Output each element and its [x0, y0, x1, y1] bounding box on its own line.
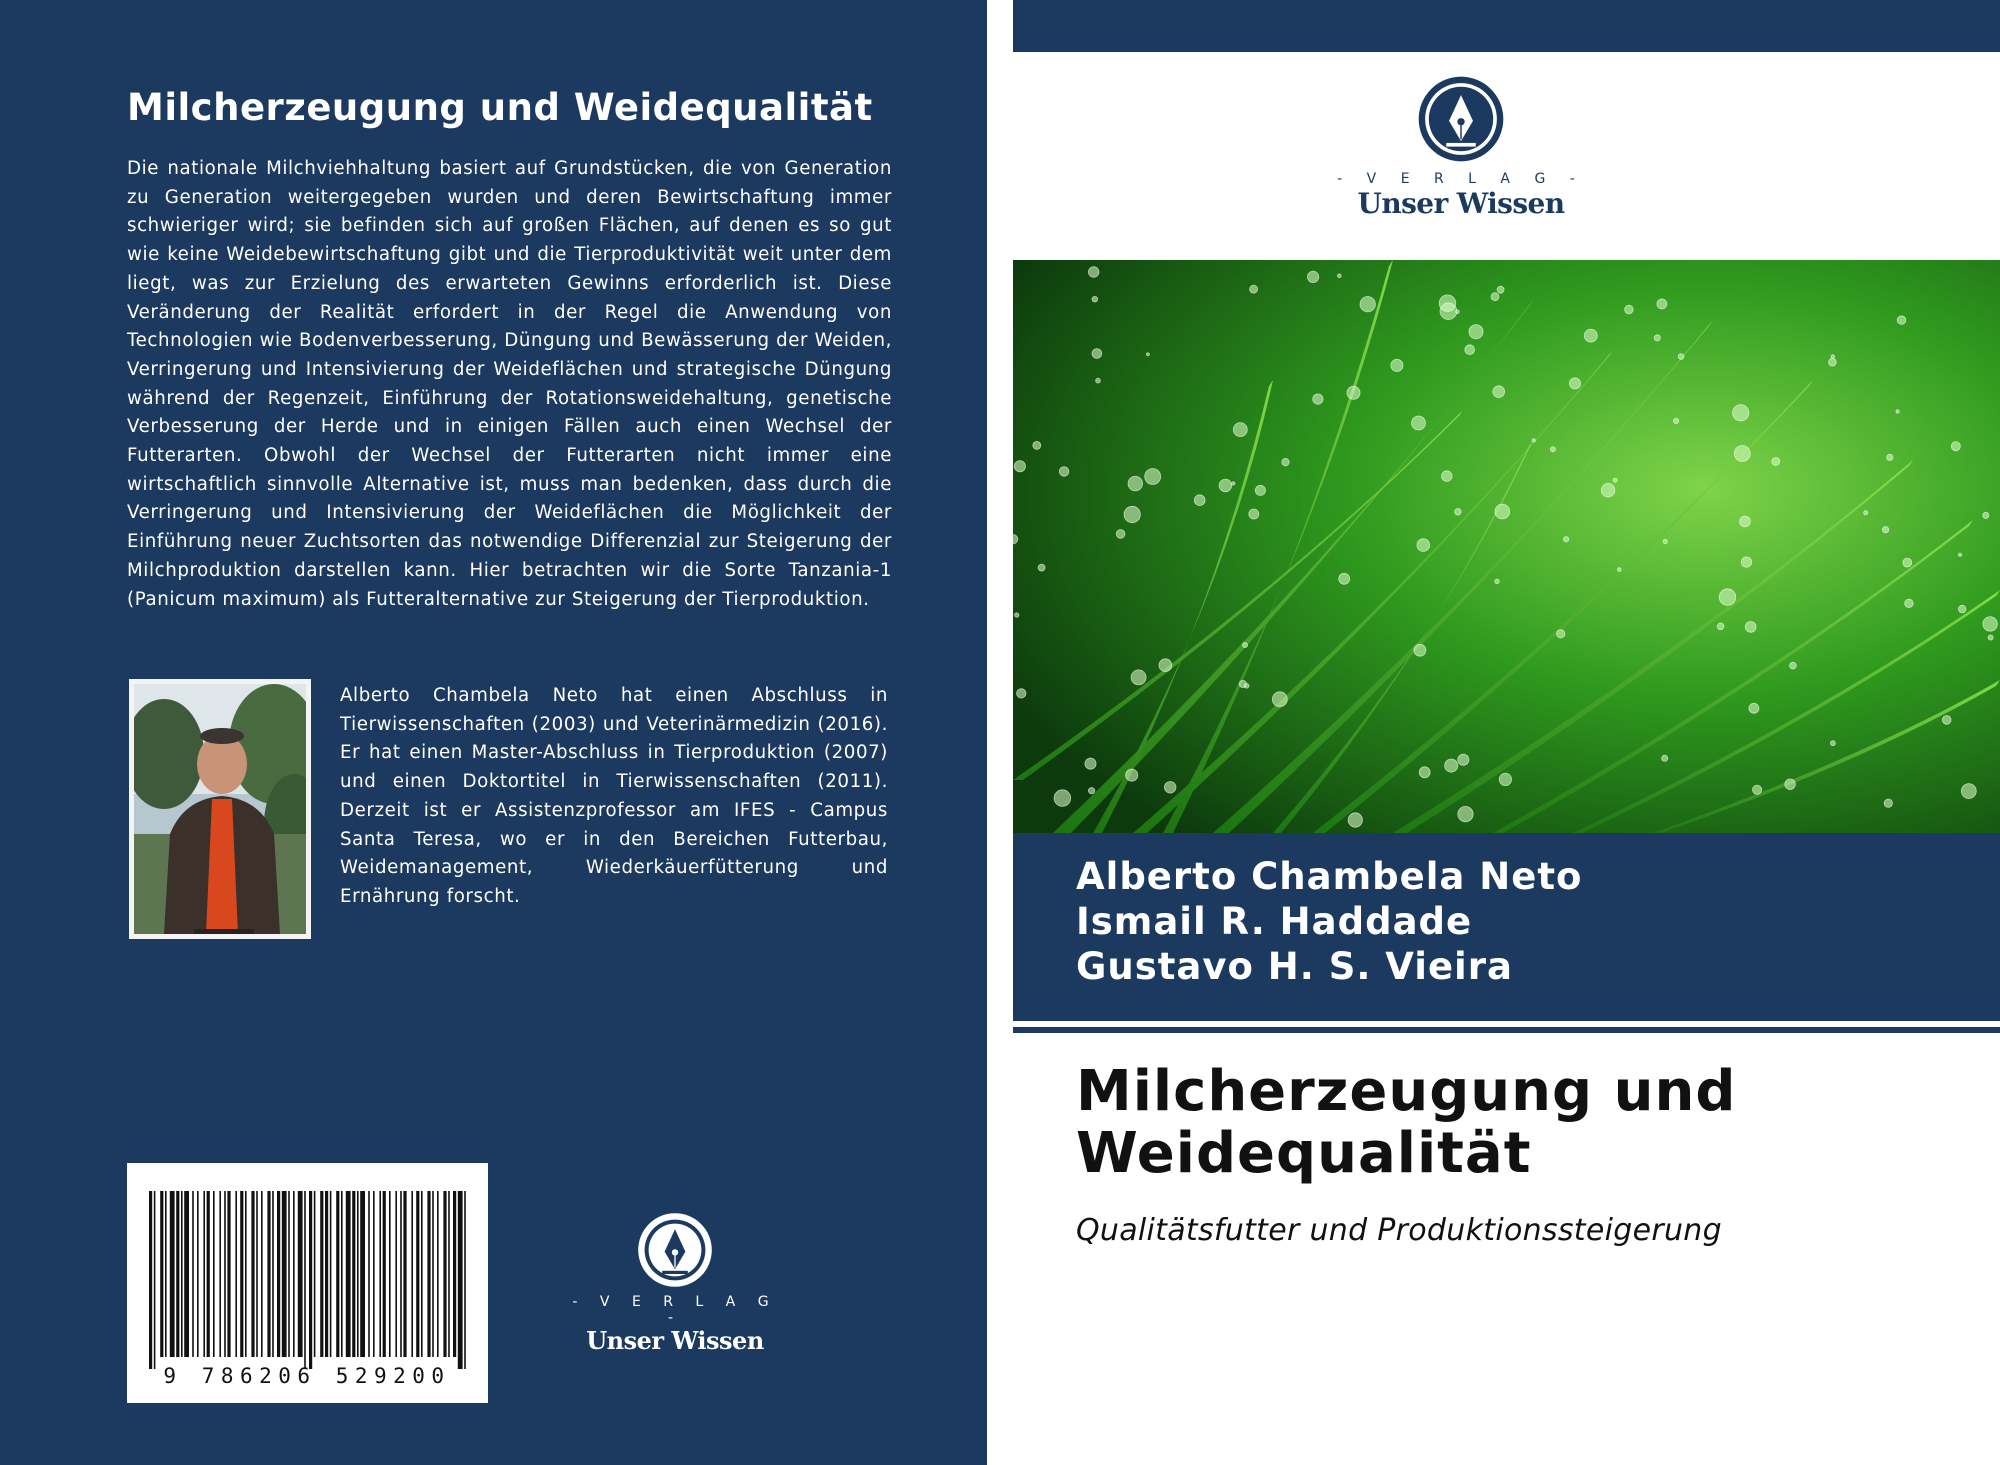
front-publisher-name: Unser Wissen [1357, 187, 1565, 220]
author-name: Ismail R. Haddade [1076, 900, 1473, 943]
fountain-pen-nib-seal-icon [1415, 73, 1507, 165]
fountain-pen-nib-seal-icon [635, 1210, 715, 1290]
author-portrait-image [134, 684, 306, 934]
author-biography: Alberto Chambela Neto hat einen Abschluss in Tierwissenschaften (2003) und Veterinärmedizin (2016). Er hat einen Master-Abschluss in Tierproduktion (2007) und einen Doktortitel in Tierwissenschaften (2011). Derzeit ist er Assistenzprofessor am IFES - Campus Santa Teresa, wo er in den Bereichen Futterbau, Weidemanagement, Wiederkäuerfütterung und Ernährung forscht. [340, 685, 888, 907]
author-name: Alberto Chambela Neto [1076, 855, 1583, 898]
front-cover-title [1076, 1061, 1976, 1185]
back-publisher-logo [560, 1210, 790, 1355]
front-cover-subtitle: Qualitätsfutter und Produktionssteigerung [1076, 1213, 1722, 1248]
back-publisher-name: Unser Wissen [586, 1326, 764, 1355]
back-cover-blurb: Die nationale Milchviehhaltung basiert auf Grundstücken, die von Generation zu Generation weitergegeben wurden und deren Bewirtschaftung immer schwieriger wird; sie befinden sich auf großen Flächen, auf denen es so gut wie keine Weidebewirtschaftung gibt und die Tierproduktivität weit unter dem liegt, was zur Erzielung des erwarteten Gewinns erforderlich ist. Diese Veränderung der Realität erfordert in der Regel die Anwendung von Technologien wie Bodenverbesserung, Düngung und Bewässerung der Weiden, Verringerung und Intensivierung der Weideflächen und strategische Düngung während der Regenzeit, Einführung der Rotationsweidehaltung, genetische Verbesserung der Herde und in einigen Fällen auch einen Wechsel der Futterarten. Obwohl der Wechsel der Futterarten nicht immer eine wirtschaftlich sinnvolle Alternative ist, muss man bedenken, dass durch die Verringerung und Intensivierung der Weideflächen die Möglichkeit der Einführung neuer Zuchtsorten das notwendige Differenzial zur Steigerung der Milchproduktion darstellen kann. Hier betrachten wir die Sorte Tanzania-1 (Panicum maximum) als Futteralternative zur Steigerung der Tierproduktion. [127, 158, 892, 610]
grass-dewdrops-image [1013, 260, 2000, 833]
front-cover [1013, 0, 2000, 1465]
author-photo [129, 679, 311, 939]
book-spine [987, 0, 1013, 1465]
back-cover [0, 0, 987, 1465]
barcode-icon [127, 1163, 488, 1403]
front-title-line-2: Weidequalität [1076, 1121, 1532, 1186]
front-verlag-label: - V E R L A G - [1337, 171, 1585, 187]
authors-band [1013, 833, 2000, 1021]
back-cover-title: Milcherzeugung und Weidequalität [127, 86, 873, 129]
isbn-digits: 9 786206 529200 [163, 1364, 451, 1388]
front-top-bar [1013, 0, 2000, 52]
author-name: Gustavo H. S. Vieira [1076, 945, 1513, 988]
front-title-line-1: Milcherzeugung und [1076, 1059, 1737, 1124]
back-verlag-label: - V E R L A G - [572, 1294, 778, 1326]
cover-photo-grass-dew [1013, 260, 2000, 833]
isbn-barcode [127, 1163, 488, 1403]
front-publisher-logo [1333, 73, 1589, 223]
divider-rule [1013, 1027, 2000, 1033]
